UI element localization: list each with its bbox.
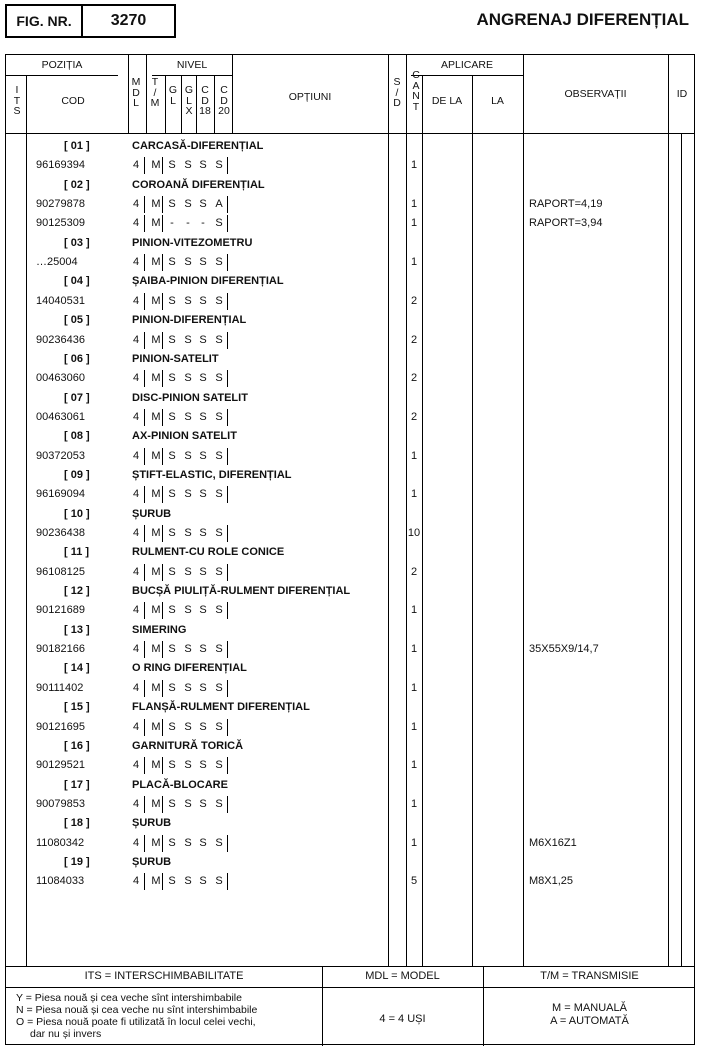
- quantity-cell: 1: [410, 217, 418, 230]
- level-cell: S: [168, 643, 176, 656]
- model-cell: 4: [132, 643, 140, 656]
- part-code: 96108125: [36, 565, 85, 578]
- level-cell: S: [199, 759, 207, 772]
- transmission-cell: M: [151, 527, 161, 539]
- level-cell: S: [184, 875, 192, 888]
- transmission-cell: M: [151, 604, 161, 617]
- level-cell: S: [215, 527, 223, 539]
- part-name: ȘURUB: [132, 507, 172, 520]
- level-cell: S: [184, 159, 192, 172]
- level-cell: A: [215, 198, 223, 211]
- part-row: [6, 563, 694, 582]
- level-cell: S: [215, 604, 223, 617]
- level-cell: S: [168, 720, 176, 733]
- level-cell: S: [184, 643, 192, 656]
- col-optiuni: OPȚIUNI: [288, 91, 332, 103]
- transmission-cell: M: [151, 256, 161, 269]
- part-name: O RING DIFERENȚIAL: [132, 662, 247, 675]
- model-cell: 4: [132, 720, 140, 733]
- parts-table: [5, 54, 695, 1045]
- part-row: [6, 156, 694, 175]
- observation-cell: 35X55X9/14,7: [529, 643, 599, 656]
- part-code: 14040531: [36, 294, 85, 307]
- level-cell: S: [199, 643, 207, 656]
- level-cell: S: [199, 256, 207, 269]
- transmission-values: [483, 1002, 696, 1028]
- quantity-cell: 1: [410, 198, 418, 211]
- level-cell: S: [184, 333, 192, 346]
- trans-auto: A = AUTOMATĂ: [550, 1015, 629, 1027]
- group-row: [6, 659, 694, 678]
- level-cell: S: [199, 333, 207, 346]
- col-tm: T / M: [150, 76, 160, 109]
- part-name: DISC-PINION SATELIT: [132, 391, 248, 404]
- part-name: BUCȘĂ PIULIȚĂ-RULMENT DIFERENȚIAL: [132, 585, 351, 598]
- quantity-cell: 1: [410, 159, 418, 172]
- col-cd18: C D 18: [199, 84, 211, 117]
- part-name: CARCASĂ-DIFERENȚIAL: [132, 140, 264, 152]
- col-its: I T S: [13, 84, 21, 117]
- level-cell: S: [199, 681, 207, 694]
- group-row: [6, 543, 694, 562]
- position-number: [ 13 ]: [64, 623, 90, 636]
- part-code: 90182166: [36, 643, 85, 656]
- part-name: PLACĂ-BLOCARE: [132, 778, 228, 791]
- level-cell: S: [168, 488, 176, 501]
- part-name: SIMERING: [132, 623, 187, 636]
- legend-y: Y = Piesa nouă și cea veche sînt intershimbabile: [16, 992, 242, 1004]
- level-cell: S: [168, 410, 176, 423]
- position-number: [ 11 ]: [64, 546, 90, 559]
- level-cell: S: [199, 720, 207, 733]
- transmission-cell: M: [151, 797, 161, 810]
- group-row: [6, 466, 694, 485]
- level-cell: S: [184, 256, 192, 269]
- part-name: ȘURUB: [132, 817, 172, 830]
- position-number: [ 17 ]: [64, 778, 90, 791]
- level-cell: S: [184, 410, 192, 423]
- group-row: [6, 350, 694, 369]
- part-code: 90121695: [36, 720, 85, 733]
- part-code: 96169394: [36, 159, 85, 172]
- transmission-cell: M: [151, 720, 161, 733]
- col-glx: G L X: [184, 84, 194, 117]
- position-number: [ 05 ]: [64, 314, 90, 327]
- part-name: FLANȘĂ-RULMENT DIFERENȚIAL: [132, 701, 310, 714]
- model-cell: 4: [132, 333, 140, 346]
- quantity-cell: 5: [410, 875, 418, 888]
- transmission-cell: M: [151, 759, 161, 772]
- transmission-cell: M: [151, 410, 161, 423]
- quantity-cell: 1: [410, 256, 418, 269]
- model-cell: 4: [132, 198, 140, 211]
- level-cell: S: [184, 449, 192, 462]
- group-row: [6, 427, 694, 446]
- level-cell: S: [184, 681, 192, 694]
- transmission-cell: M: [151, 836, 161, 849]
- footer-top-line: [6, 966, 694, 967]
- level-cell: S: [215, 256, 223, 269]
- col-pozitia: POZIȚIA: [41, 59, 83, 71]
- group-row: [6, 234, 694, 253]
- position-number: [ 09 ]: [64, 468, 90, 481]
- level-cell: S: [199, 410, 207, 423]
- header-divider: [152, 75, 232, 76]
- model-cell: 4: [132, 159, 140, 172]
- position-number: [ 03 ]: [64, 236, 90, 249]
- model-value: 4 = 4 UȘI: [379, 1013, 426, 1025]
- level-cell: S: [215, 159, 223, 172]
- model-cell: 4: [132, 294, 140, 307]
- part-name: PINION-SATELIT: [132, 352, 219, 365]
- legend-n: N = Piesa nouă și cea veche nu sînt intershimbabile: [16, 1004, 258, 1016]
- level-cell: S: [215, 372, 223, 385]
- transmission-cell: M: [151, 159, 161, 172]
- part-row: [6, 485, 694, 504]
- level-cell: S: [199, 836, 207, 849]
- model-cell: 4: [132, 875, 140, 888]
- part-code: 96169094: [36, 488, 85, 501]
- level-cell: S: [184, 372, 192, 385]
- level-cell: S: [199, 159, 207, 172]
- model-cell: 4: [132, 565, 140, 578]
- quantity-cell: 2: [410, 410, 418, 423]
- observation-cell: M8X1,25: [529, 875, 574, 888]
- position-number: [ 14 ]: [64, 662, 90, 675]
- level-cell: S: [168, 198, 176, 211]
- position-number: [ 19 ]: [64, 855, 90, 868]
- trans-manual: M = MANUALĂ: [552, 1002, 627, 1014]
- level-cell: S: [199, 198, 207, 211]
- transmission-cell: M: [151, 681, 161, 694]
- observation-cell: M6X16Z1: [529, 836, 577, 849]
- quantity-cell: 1: [410, 836, 418, 849]
- group-row: [6, 389, 694, 408]
- quantity-cell: 1: [410, 449, 418, 462]
- level-cell: -: [170, 217, 174, 230]
- level-cell: S: [168, 797, 176, 810]
- position-number: [ 10 ]: [64, 507, 90, 520]
- part-row: [6, 601, 694, 620]
- observation-cell: RAPORT=3,94: [529, 217, 603, 230]
- level-cell: S: [168, 294, 176, 307]
- part-code: 90372053: [36, 449, 85, 462]
- level-cell: S: [199, 294, 207, 307]
- position-number: [ 08 ]: [64, 430, 90, 443]
- quantity-cell: 1: [410, 720, 418, 733]
- level-cell: S: [168, 604, 176, 617]
- part-row: [6, 795, 694, 814]
- part-row: [6, 756, 694, 775]
- model-cell: 4: [132, 488, 140, 501]
- transmission-cell: M: [151, 372, 161, 385]
- observation-cell: RAPORT=4,19: [529, 198, 603, 211]
- level-cell: S: [184, 836, 192, 849]
- transmission-cell: M: [151, 643, 161, 656]
- quantity-cell: 1: [410, 759, 418, 772]
- part-row: [6, 195, 694, 214]
- level-cell: S: [199, 875, 207, 888]
- level-cell: S: [184, 488, 192, 501]
- footer-mid-line: [6, 987, 694, 988]
- quantity-cell: 1: [410, 643, 418, 656]
- level-cell: S: [184, 565, 192, 578]
- col-sd: S / D: [393, 76, 401, 109]
- level-cell: S: [184, 294, 192, 307]
- level-cell: S: [215, 217, 223, 230]
- part-row: [6, 640, 694, 659]
- level-cell: S: [215, 643, 223, 656]
- col-dela: DE LA: [431, 95, 463, 107]
- part-name: GARNITURĂ TORICĂ: [132, 739, 244, 752]
- part-row: [6, 408, 694, 427]
- model-cell: 4: [132, 836, 140, 849]
- level-cell: S: [215, 410, 223, 423]
- quantity-cell: 2: [410, 372, 418, 385]
- position-number: [ 01 ]: [64, 140, 90, 152]
- part-row: [6, 834, 694, 853]
- level-cell: S: [168, 836, 176, 849]
- transmission-cell: M: [151, 333, 161, 346]
- part-row: [6, 447, 694, 466]
- model-cell: 4: [132, 217, 140, 230]
- model-cell: 4: [132, 604, 140, 617]
- group-row: [6, 698, 694, 717]
- transmission-cell: M: [151, 875, 161, 888]
- model-cell: 4: [132, 681, 140, 694]
- part-code: 11080342: [36, 836, 85, 849]
- level-cell: S: [184, 198, 192, 211]
- level-cell: -: [186, 217, 190, 230]
- part-code: 90279878: [36, 198, 85, 211]
- level-cell: S: [199, 372, 207, 385]
- transmission-cell: M: [151, 565, 161, 578]
- group-row: [6, 176, 694, 195]
- model-cell: 4: [132, 372, 140, 385]
- level-cell: S: [215, 720, 223, 733]
- position-number: [ 18 ]: [64, 817, 90, 830]
- part-row: [6, 524, 694, 543]
- level-cell: S: [199, 797, 207, 810]
- level-cell: S: [215, 449, 223, 462]
- level-cell: S: [215, 565, 223, 578]
- part-name: ȘTIFT-ELASTIC, DIFERENȚIAL: [132, 468, 292, 481]
- quantity-cell: 1: [410, 797, 418, 810]
- part-name: AX-PINION SATELIT: [132, 430, 237, 443]
- level-cell: S: [184, 527, 192, 539]
- part-code: 00463061: [36, 410, 85, 423]
- level-cell: S: [184, 759, 192, 772]
- level-cell: S: [215, 294, 223, 307]
- part-code: 90125309: [36, 217, 85, 230]
- group-row: [6, 776, 694, 795]
- level-cell: S: [168, 759, 176, 772]
- part-row: [6, 679, 694, 698]
- level-cell: S: [215, 759, 223, 772]
- level-cell: S: [184, 604, 192, 617]
- transmission-cell: M: [151, 449, 161, 462]
- level-cell: S: [184, 720, 192, 733]
- level-cell: S: [199, 565, 207, 578]
- header-divider: [6, 75, 118, 76]
- group-row: [6, 311, 694, 330]
- transmission-cell: M: [151, 488, 161, 501]
- position-number: [ 02 ]: [64, 178, 90, 191]
- legend-o: O = Piesa nouă poate fi utilizată în locul celei vechi,: [16, 1016, 256, 1028]
- model-cell: 4: [132, 527, 140, 539]
- group-row: [6, 505, 694, 524]
- position-number: [ 06 ]: [64, 352, 90, 365]
- tm-definition: T/M = TRANSMISIE: [540, 970, 639, 982]
- mdl-definition: MDL = MODEL: [365, 970, 440, 982]
- model-cell: 4: [132, 449, 140, 462]
- group-row: [6, 814, 694, 833]
- quantity-cell: 2: [410, 333, 418, 346]
- position-number: [ 12 ]: [64, 585, 90, 598]
- legend-o-cont: dar nu și invers: [30, 1028, 102, 1040]
- part-code: 90236438: [36, 527, 85, 539]
- part-name: ȘURUB: [132, 855, 172, 868]
- position-number: [ 16 ]: [64, 739, 90, 752]
- level-cell: S: [168, 527, 176, 539]
- level-cell: S: [168, 449, 176, 462]
- level-cell: S: [215, 836, 223, 849]
- quantity-cell: 1: [410, 681, 418, 694]
- group-row: [6, 737, 694, 756]
- level-cell: S: [199, 527, 207, 539]
- part-code: 00463060: [36, 372, 85, 385]
- col-la: LA: [491, 95, 504, 107]
- part-code: …25004: [36, 256, 78, 269]
- level-cell: S: [199, 488, 207, 501]
- level-cell: -: [201, 217, 205, 230]
- level-cell: S: [215, 875, 223, 888]
- level-cell: S: [168, 256, 176, 269]
- position-number: [ 04 ]: [64, 275, 90, 288]
- level-cell: S: [168, 565, 176, 578]
- col-aplicare: APLICARE: [441, 59, 493, 71]
- quantity-cell: 10: [407, 527, 421, 539]
- group-row: [6, 853, 694, 872]
- header-divider: [411, 75, 523, 76]
- level-cell: S: [199, 604, 207, 617]
- col-gl: G L: [168, 84, 178, 107]
- col-cant: C A N T: [412, 69, 420, 113]
- level-cell: S: [168, 159, 176, 172]
- level-cell: S: [215, 333, 223, 346]
- position-number: [ 07 ]: [64, 391, 90, 404]
- level-cell: S: [168, 333, 176, 346]
- part-row: [6, 369, 694, 388]
- col-cod: COD: [61, 95, 85, 107]
- level-cell: S: [184, 797, 192, 810]
- part-code: 90236436: [36, 333, 85, 346]
- col-cd20: C D 20: [218, 84, 230, 117]
- part-name: ȘAIBA-PINION DIFERENȚIAL: [132, 275, 284, 288]
- level-cell: S: [168, 372, 176, 385]
- its-definition: ITS = INTERSCHIMBABILITATE: [84, 970, 244, 982]
- group-row: [6, 621, 694, 640]
- col-nivel: NIVEL: [176, 59, 208, 71]
- group-row: [6, 272, 694, 291]
- model-cell: 4: [132, 256, 140, 269]
- figure-label: FIG. NR.: [5, 4, 83, 38]
- its-legend: [16, 992, 257, 1040]
- part-code: 90121689: [36, 604, 85, 617]
- col-id: ID: [676, 88, 688, 100]
- part-row: [6, 292, 694, 311]
- group-row: [6, 137, 694, 156]
- position-number: [ 15 ]: [64, 701, 90, 714]
- part-row: [6, 331, 694, 350]
- quantity-cell: 1: [410, 604, 418, 617]
- transmission-cell: M: [151, 198, 161, 211]
- level-cell: S: [215, 488, 223, 501]
- figure-number: 3270: [81, 4, 176, 38]
- group-row: [6, 582, 694, 601]
- model-cell: 4: [132, 410, 140, 423]
- page-title: ANGRENAJ DIFERENȚIAL: [476, 10, 689, 29]
- quantity-cell: 1: [410, 488, 418, 501]
- quantity-cell: 2: [410, 294, 418, 307]
- part-row: [6, 214, 694, 233]
- part-code: 90129521: [36, 759, 85, 772]
- level-cell: S: [215, 681, 223, 694]
- col-observatii: OBSERVAȚII: [564, 88, 627, 100]
- part-row: [6, 718, 694, 737]
- part-name: COROANĂ DIFERENȚIAL: [132, 178, 265, 191]
- part-name: RULMENT-CU ROLE CONICE: [132, 546, 285, 559]
- part-code: 90111402: [36, 681, 84, 694]
- part-row: [6, 253, 694, 272]
- transmission-cell: M: [151, 294, 161, 307]
- level-cell: S: [215, 797, 223, 810]
- transmission-cell: M: [151, 217, 161, 230]
- part-name: PINION-DIFERENȚIAL: [132, 314, 247, 327]
- model-cell: 4: [132, 797, 140, 810]
- header-bottom-line: [6, 133, 694, 134]
- part-code: 90079853: [36, 797, 85, 810]
- part-name: PINION-VITEZOMETRU: [132, 236, 253, 249]
- level-cell: S: [168, 875, 176, 888]
- level-cell: S: [168, 681, 176, 694]
- quantity-cell: 2: [410, 565, 418, 578]
- part-row: [6, 872, 694, 891]
- col-mdl: M D L: [131, 76, 141, 109]
- model-cell: 4: [132, 759, 140, 772]
- level-cell: S: [199, 449, 207, 462]
- part-code: 11084033: [36, 875, 85, 888]
